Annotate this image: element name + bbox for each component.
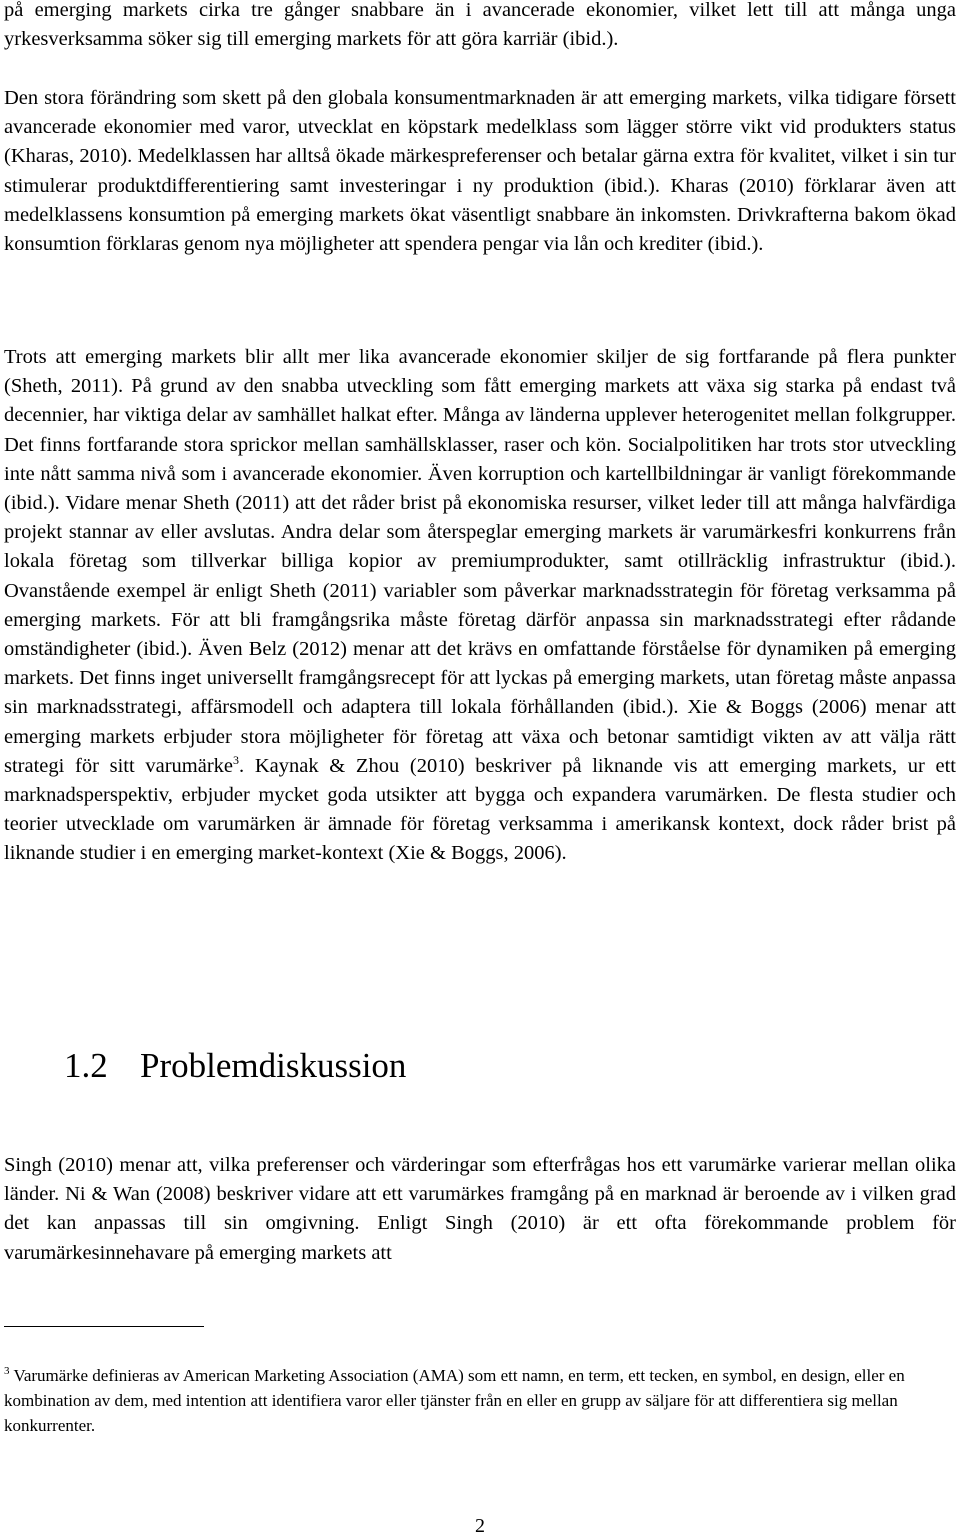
section-heading [4,1046,956,1086]
paragraph-differences-text-1: Trots att emerging markets blir allt mer lika avancerade ekonomier skiljer de sig fortfarande på flera punkter (Sheth, 2011). På grund av den snabba utveckling som fått emerging markets att växa sig starka på endast två decennier, har viktiga delar av samhället halkat efter. Många av länderna upplever heterogenitet mellan folkgrupper. Det finns fortfarande stora sprickor mellan samhällsklasser, raser och kön. Socialpolitiken har trots stor utveckling inte nått samma nivå som i avancerade ekonomier. Även korruption och kartellbildningar är vanligt förekommande (ibid.). Vidare menar Sheth (2011) att det råder brist på ekonomiska resurser, vilket leder till att många halvfärdiga projekt stannar av eller avslutas. Andra delar som återspeglar emerging markets är varumärkesfri konkurrens från lokala företag som tillverkar billiga kopior av premiumprodukter, samt otillräcklig infrastruktur (ibid.). Ovanstående exempel är enligt Sheth (2011) variabler som påverkar marknadsstrategin för företag verksamma på emerging markets. För att bli framgångsrika måste företag därför anpassa sin marknadsstrategi efter rådande omständigheter (ibid.). Även Belz (2012) menar att det krävs en omfattande förståelse för dynamiken på emerging markets. Det finns inget universellt framgångsrecept för att lyckas på emerging markets, utan företag måste anpassa sin marknadsstrategi, affärsmodell och adaptera till lokala förhållanden (ibid.). Xie & Boggs (2006) menar att emerging markets erbjuder stora möjligheter för företag att växa och betonar samtidigt vikten av att välja rätt strategi för sitt varumärke [4,346,956,777]
page-number: 2 [475,1515,485,1537]
paragraph-differences-text-2: . Kaynak & Zhou (2010) beskriver på liknande vis att emerging markets, ur ett marknadsperspektiv, erbjuder mycket goda utsikter att bygga och expandera varumärken. De flesta studier och teorier utvecklade om varumärken är ämnade för företag verksamma i amerikansk kontext, dock råder brist på liknande studier i en emerging market-kontext (Xie & Boggs, 2006). [4,754,956,865]
footnote-reference: 3 [233,752,240,767]
paragraph-problem-discussion: Singh (2010) menar att, vilka preferenser och värderingar som efterfrågas hos ett varumärke varierar mellan olika länder. Ni & Wan (2008) beskriver vidare att ett varumärkes framgång på en marknad är beroende av i vilken grad det kan anpassas till sin omgivning. Enligt Singh (2010) är ett ofta förekommande problem för varumärkesinnehavare på emerging markets att [4,1154,956,1264]
footnote-text: Varumärke definieras av American Marketing Association (AMA) som ett namn, en term, ett tecken, en symbol, en design, eller en kombination av dem, med intention att identifiera varor eller tjänster från en eller en grupp av säljare för att differentiera sig mellan konkurrenter. [4,1366,905,1435]
section-number: 1.2 [64,1046,108,1085]
footnote-marker: 3 [4,1365,10,1377]
footnote [4,1363,956,1438]
paragraph-intro-continued: på emerging markets cirka tre gånger snabbare än i avancerade ekonomier, vilket lett till att många unga yrkesverksamma söker sig till emerging markets för att göra karriär (ibid.). [4,0,956,51]
footnote-separator [4,1326,204,1327]
paragraph-differences [4,343,956,869]
paragraph-middle-class: Den stora förändring som skett på den globala konsumentmarknaden är att emerging markets, vilka tidigare försett avancerade ekonomier med varor, utvecklat en köpstark medelklass som lägger större vikt vid produkters status (Kharas, 2010). Medelklassen har alltså ökade märkespreferenser och betalar gärna extra för kvalitet, vilket i sin tur stimulerar produktdifferentiering samt investeringar i ny produktion (ibid.). Kharas (2010) förklarar även att medelklassens konsumtion på emerging markets ökat väsentligt snabbare än inkomsten. Drivkrafterna bakom ökad konsumtion förklaras genom nya möjligheter att spendera pengar via lån och krediter (ibid.). [4,87,956,256]
section-title: Problemdiskussion [140,1046,407,1085]
